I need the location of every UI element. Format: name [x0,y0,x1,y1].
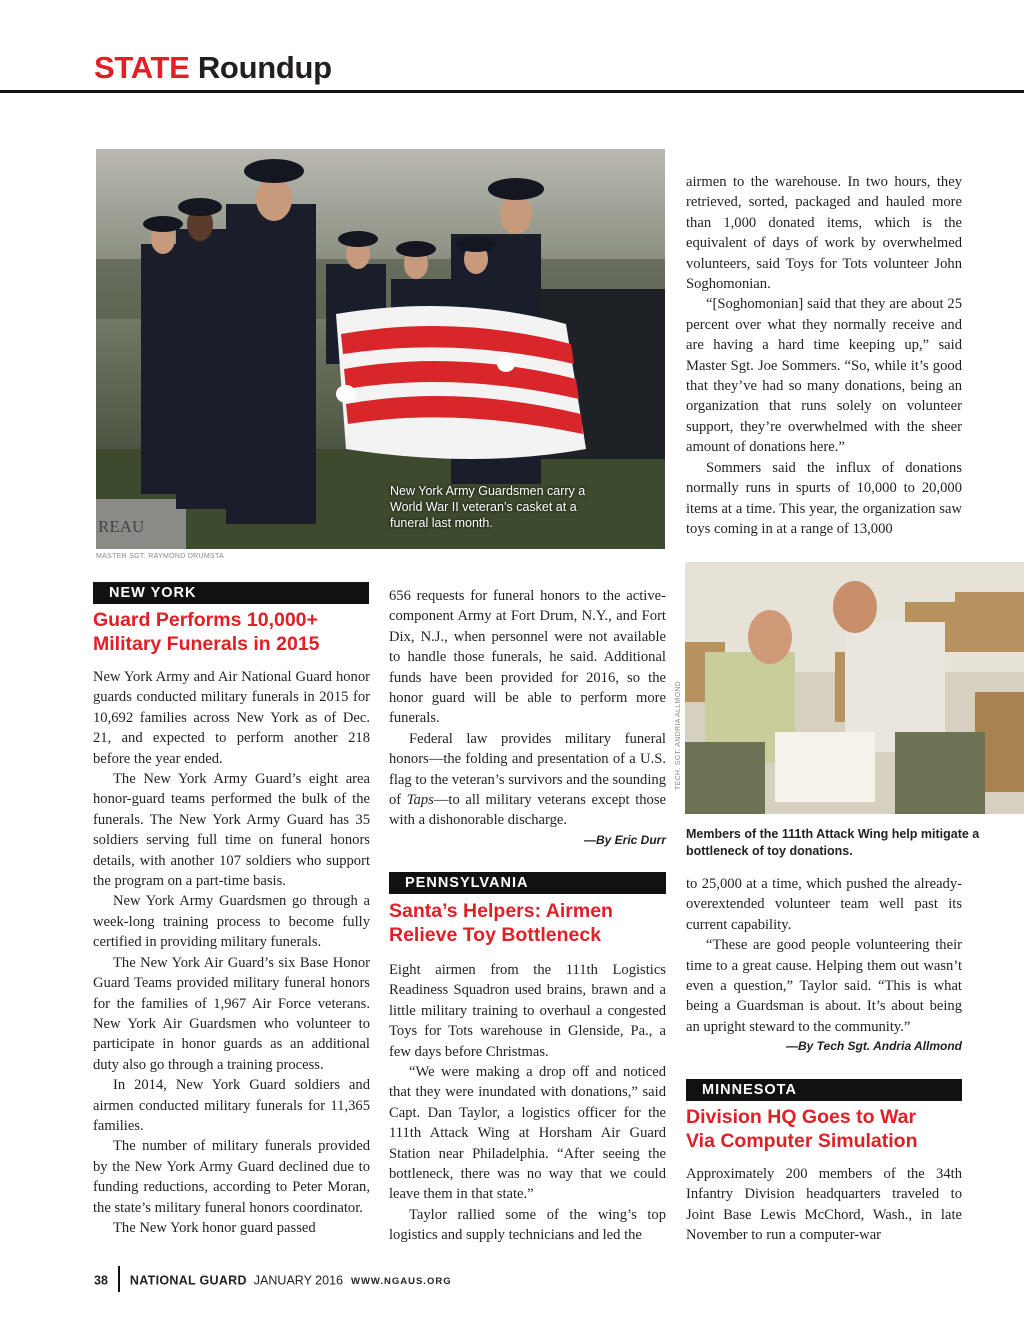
pennsylvania-headline [389,899,679,947]
minnesota-band: MINNESOTA [686,1079,962,1101]
pennsylvania-column3-bottom [686,874,962,1055]
toy-warehouse-illustration [685,562,1024,814]
pennsylvania-paragraph: Sommers said the influx of donations normally runs in spurts of 10,000 to 20,000 items at a time. This year, the organization saw toys coming in at a range of 13,000 [686,459,962,537]
new-york-paragraph: In 2014, New York Guard soldiers and airmen conducted military funerals for 11,365 families. [93,1077,370,1134]
new-york-column2 [389,586,666,849]
new-york-column1 [93,667,370,1238]
new-york-paragraph: 656 requests for funeral honors to the active-component Army at Fort Drum, N.Y., and Fort Dix, N.J., when personnel were not available to handle those funerals, he said. Additional funds have been provided for 2016, so the honor guard will be able to perform more funerals. [389,588,666,727]
minnesota-headline [686,1105,976,1153]
new-york-headline-line1: Guard Performs 10,000+ [93,609,318,631]
toy-warehouse-photo [685,562,1024,814]
taps-italic: Taps [406,792,434,809]
section-title-accent: STATE [94,50,190,85]
pennsylvania-paragraph: airmen to the warehouse. In two hours, they retrieved, sorted, packaged and hauled more than 1,000 donated items, which is the equivalent of days of work by overwhelmed volunteers, said Toys for Tots volunteer John Soghomonian. [686,174,962,293]
footer-divider [118,1266,120,1292]
pennsylvania-headline-line1: Santa’s Helpers: Airmen [389,900,613,922]
new-york-paragraph: New York Army Guardsmen go through a week-long training process to become fully certified in providing military funerals. [93,893,370,951]
new-york-paragraph: The New York honor guard passed [113,1219,316,1236]
pennsylvania-paragraph: to 25,000 at a time, which pushed the already-overextended volunteer team well past its current capability. [686,876,962,933]
photo1-credit: MASTER SGT. RAYMOND DRUMSTA [96,553,225,560]
new-york-paragraph: The number of military funerals provided by the New York Army Guard declined due to funding reductions, according to Peter Moran, the state’s military funeral honors coordinator. [93,1138,370,1216]
new-york-paragraph: The New York Army Guard’s eight area honor-guard teams performed the bulk of the funerals. The New York Army Guard has 35 soldiers serving full time on funeral honors details, with another 107 soldiers who support the program on a part-time basis. [93,771,370,890]
new-york-band: NEW YORK [93,582,369,604]
pennsylvania-paragraph: Eight airmen from the 111th Logistics Readiness Squadron used brains, brawn and a little military training to overhaul a congested Toys for Tots warehouse in Glenside, Pa., a few days before Christmas. [389,962,666,1060]
minnesota-headline-line1: Division HQ Goes to War [686,1106,917,1128]
photo1-caption: New York Army Guardsmen carry a World War II veteran’s casket at a funeral last month. [390,484,586,530]
new-york-byline: —By Eric Durr [583,832,666,847]
magazine-name: NATIONAL GUARD [129,1273,247,1288]
headstone-text: REAU [98,517,145,536]
minnesota-paragraph: Approximately 200 members of the 34th Infantry Division headquarters traveled to Joint Base Lewis McChord, Wash., in late November to run a computer-war [686,1166,962,1244]
header-rule [0,90,1024,93]
section-title [94,50,332,86]
page-footer [94,1268,452,1294]
pennsylvania-column3-top [686,172,962,539]
pennsylvania-paragraph: “These are good people volunteering their time to a great cause. Helping them out wasn’t even a question,” Taylor said. “This is what being a Guardsman is about. It’s about being an upright steward to the community.” [686,937,962,1035]
pennsylvania-column2 [389,960,666,1246]
pennsylvania-paragraph: Taylor rallied some of the wing’s top logistics and supply technicians and led the [389,1206,666,1244]
pennsylvania-byline: —By Tech Sgt. Andria Allmond [785,1039,962,1054]
pennsylvania-paragraph: “We were making a drop off and noticed that they were inundated with donations,” said Capt. Dan Taylor, a logistics officer for the 111th Attack Wing at Horsham Air Guard Station near Philadelphia. “After seeing the bottleneck, there was no way that we could leave them in that state.” [389,1064,666,1203]
new-york-headline-line2: Military Funerals in 2015 [93,633,320,655]
pennsylvania-band: PENNSYLVANIA [389,872,666,894]
minnesota-headline-line2: Via Computer Simulation [686,1130,918,1152]
new-york-headline [93,608,383,656]
section-title-main: Roundup [197,50,332,85]
issue-date: JANUARY 2016 [253,1273,343,1288]
new-york-paragraph: The New York Air Guard’s six Base Honor Guard Teams provided military funeral honors for the families of 1,967 Air Force veterans. New York Air Guardsmen who volunteer to participate in honor guards as an additional duty also go through a training process. [93,954,370,1073]
pennsylvania-paragraph: “[Soghomonian] said that they are about 25 percent over what they normally receive and are having a hard time keeping up,” said Master Sgt. Joe Sommers. “So, while it’s good that they’ve had so many donations, being an organization that runs solely on volunteer support, they’re overwhelmed with the sheer amount of donations here.” [686,296,962,456]
photo2-caption: Members of the 111th Attack Wing help mitigate a bottleneck of toy donations. [686,827,980,858]
page-number: 38 [94,1273,108,1288]
website-url: WWW.NGAUS.ORG [350,1276,452,1288]
minnesota-column3 [686,1164,962,1246]
new-york-paragraph: Federal law provides military funeral honors—the folding and presentation of a U.S. flag to the veteran’s survivors and the sounding of Taps—to all military veterans except those with a dishonorable discharge. [389,730,666,829]
pennsylvania-headline-line2: Relieve Toy Bottleneck [389,924,602,946]
new-york-paragraph: New York Army and Air National Guard honor guards conducted military funerals in 2015 for 10,692 families across New York as of Dec. 21, and expected to perform another 218 before the year ended. [93,669,370,767]
photo2-credit: TECH. SGT. ANDRIA ALLMOND [675,680,682,790]
